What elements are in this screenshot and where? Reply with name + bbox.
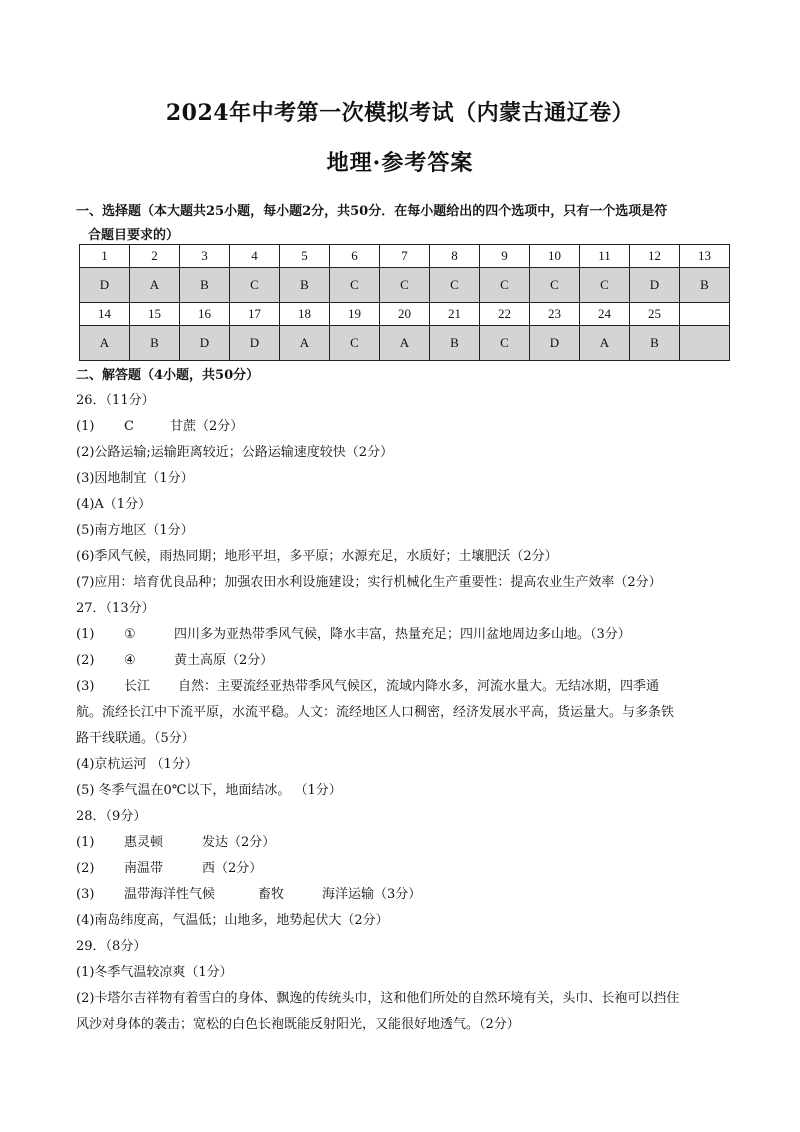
section-1-heading [76,200,726,248]
answer-cell: C [230,268,280,303]
question-number-cell: 13 [680,245,730,268]
answer-cell: D [80,268,130,303]
q26-answer-2: (2)公路运输;运输距离较近；公路运输速度较快（2分） [76,445,394,460]
question-number-cell: 7 [380,245,430,268]
question-number-cell: 6 [330,245,380,268]
answer-cell: D [530,326,580,361]
q27-answer-4: (4)京杭运河 （1分） [76,757,198,772]
question-number-cell: 11 [580,245,630,268]
question-number-cell: 1 [80,245,130,268]
answers-body [76,388,724,1038]
question-number-cell: 8 [430,245,480,268]
q28-answer-2 [76,856,724,882]
question-number-cell: 23 [530,303,580,326]
answer-cell: A [130,268,180,303]
q26-answer-5: (5)南方地区（1分） [76,523,194,538]
q28-a2-p1: 南温带 [124,861,164,876]
q26-answer-4: (4)A（1分） [76,497,152,512]
q28-a3-p3: 海洋运输（3分） [322,887,422,902]
q28-a3-num: (3) [76,887,95,902]
question-number-cell: 16 [180,303,230,326]
q28-a2-p2: 西（2分） [202,861,263,876]
question-number-cell: 21 [430,303,480,326]
q26-answer-6: (6)季风气候，雨热同期；地形平坦，多平原；水源充足，水质好；土壤肥沃（2分） [76,549,558,564]
answer-cell: C [580,268,630,303]
section-2-heading: 二、解答题（4小题，共50分） [76,368,260,383]
answer-cell: B [130,326,180,361]
question-number-cell: 9 [480,245,530,268]
q27-a1-num: (1) [76,627,95,642]
question-number-cell: 24 [580,303,630,326]
question-number-cell: 10 [530,245,580,268]
question-number-cell: 20 [380,303,430,326]
answer-cell: C [480,268,530,303]
question-number-cell: 14 [80,303,130,326]
question-number-cell: 15 [130,303,180,326]
q28-header: 28．（9分） [76,809,147,824]
answer-cell: D [230,326,280,361]
question-number-cell: 18 [280,303,330,326]
answer-cell: B [680,268,730,303]
question-number-cell: 19 [330,303,380,326]
q29-answer-1: (1)冬季气温较凉爽（1分） [76,965,233,980]
answer-cell: C [530,268,580,303]
answer-row [80,326,730,361]
question-number-cell: 5 [280,245,330,268]
q27-answer-1 [76,622,724,648]
question-number-row [80,245,730,268]
q28-a1-p1: 惠灵顿 [124,835,164,850]
q27-a3-p2: 自然：主要流经亚热带季风气候区，流域内降水多，河流水量大。无结冰期，四季通 [178,679,660,694]
q26-header: 26．（11分） [76,393,155,408]
q27-header: 27．（13分） [76,601,155,616]
answer-cell: A [380,326,430,361]
question-number-row [80,303,730,326]
q29-answer-2-line2: 风沙对身体的袭击；宽松的白色长袍既能反射阳光，又能很好地透气。（2分） [76,1017,520,1032]
answer-cell: C [430,268,480,303]
answer-cell: C [330,326,380,361]
question-number-cell: 17 [230,303,280,326]
section-1-heading-line1: 一、选择题（本大题共25小题，每小题2分，共50分．在每小题给出的四个选项中，只有一个选项是符 [76,204,668,219]
q26-answer-1 [76,414,724,440]
question-number-cell: 3 [180,245,230,268]
answer-cell: D [630,268,680,303]
q26-a1-num: (1) [76,419,95,434]
q29-header: 29．（8分） [76,939,147,954]
q28-a1-p2: 发达（2分） [202,835,276,850]
answer-cell [680,326,730,361]
answer-cell: B [180,268,230,303]
q28-answer-1 [76,830,724,856]
q27-a2-p1: ④ [124,653,136,668]
question-number-cell: 4 [230,245,280,268]
question-number-cell [680,303,730,326]
answer-cell: D [180,326,230,361]
q27-answer-3 [76,674,724,700]
answer-cell: A [280,326,330,361]
q27-a1-p2: 四川多为亚热带季风气候，降水丰富，热量充足；四川盆地周边多山地。（3分） [174,627,631,642]
answer-table [79,244,730,361]
answer-cell: A [580,326,630,361]
section-1-heading-line2: 合题目要求的） [88,228,180,243]
answer-cell: B [630,326,680,361]
answer-cell: C [380,268,430,303]
answer-cell: B [280,268,330,303]
q28-a3-p2: 畜牧 [258,887,285,902]
q28-answer-3 [76,882,724,908]
answer-row [80,268,730,303]
answer-cell: C [330,268,380,303]
q27-answer-3-cont1: 航。流经长江中下流平原，水流平稳。人文：流经地区人口稠密，经济发展水平高，货运量大。与多条铁 [76,705,675,720]
q28-a1-num: (1) [76,835,95,850]
q27-a3-p1: 长江 [124,679,151,694]
q27-answer-2 [76,648,724,674]
q28-a3-p1: 温带海洋性气候 [124,887,216,902]
q26-answer-3: (3)因地制宜（1分） [76,471,194,486]
q27-a2-p2: 黄土高原（2分） [174,653,274,668]
page-title: 2024年中考第一次模拟考试（内蒙古通辽卷） [165,100,635,126]
q28-a2-num: (2) [76,861,95,876]
q27-answer-3-cont2: 路干线联通。（5分） [76,731,195,746]
q29-answer-2-line1: (2)卡塔尔吉祥物有着雪白的身体、飘逸的传统头巾，这和他们所处的自然环境有关，头巾、长袍可以挡住 [76,991,680,1006]
question-number-cell: 22 [480,303,530,326]
question-number-cell: 25 [630,303,680,326]
answer-cell: C [480,326,530,361]
q27-a2-num: (2) [76,653,95,668]
question-number-cell: 2 [130,245,180,268]
q26-a1-p1: C [124,419,134,434]
question-number-cell: 12 [630,245,680,268]
answer-cell: B [430,326,480,361]
q27-a3-num: (3) [76,679,95,694]
q26-a1-p2: 甘蔗（2分） [170,419,244,434]
page-subtitle: 地理·参考答案 [326,150,474,176]
q27-a1-p1: ① [124,627,136,642]
q28-answer-4: (4)南岛纬度高，气温低；山地多，地势起伏大（2分） [76,913,389,928]
answer-cell: A [80,326,130,361]
q27-answer-5: (5) 冬季气温在0℃以下，地面结冰。 （1分） [76,783,342,798]
q26-answer-7: (7)应用：培育优良品种；加强农田水利设施建设；实行机械化生产重要性：提高农业生产效率（2分） [76,575,662,590]
